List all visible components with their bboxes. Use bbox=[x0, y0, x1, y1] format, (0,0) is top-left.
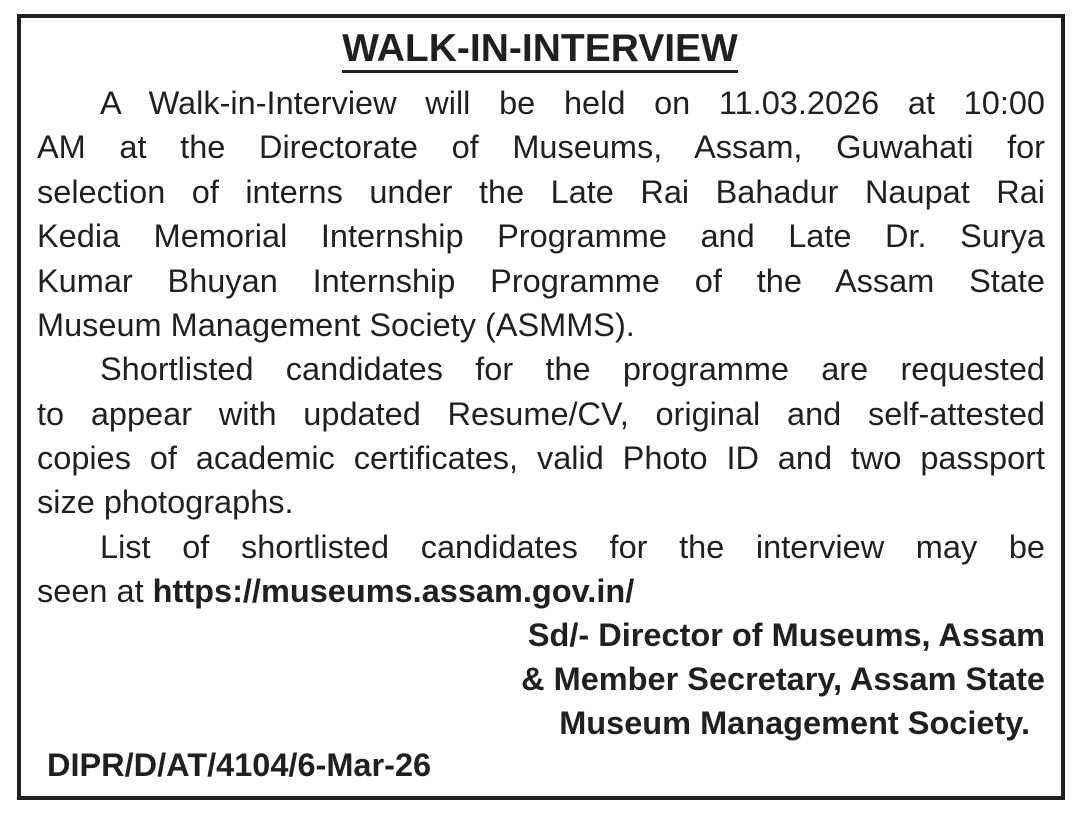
para2-line: to appear with updated Resume/CV, original and self-attested bbox=[37, 396, 1045, 432]
para2-line: copies of academic certificates, valid Photo ID and two passport bbox=[37, 440, 1045, 476]
para1-line: Kedia Memorial Internship Programme and Late Dr. Surya bbox=[37, 218, 1045, 254]
para2-line: size photographs. bbox=[37, 484, 294, 520]
para2-line: Shortlisted candidates for the programme are requested bbox=[100, 351, 1045, 387]
para1-line: AM at the Directorate of Museums, Assam, Guwahati for bbox=[37, 129, 1045, 165]
notice-title bbox=[0, 26, 1080, 72]
signature-line: Museum Management Society. bbox=[559, 705, 1030, 741]
para1-line: Kumar Bhuyan Internship Programme of the Assam State bbox=[37, 263, 1045, 299]
para1-line: A Walk-in-Interview will be held on 11.03.2026 at 10:00 bbox=[100, 85, 1045, 121]
para3-line bbox=[37, 571, 1045, 611]
para3-line: List of shortlisted candidates for the interview may be bbox=[100, 529, 1045, 565]
para1-line: selection of interns under the Late Rai Bahadur Naupat Rai bbox=[37, 174, 1045, 210]
para1-line: Museum Management Society (ASMMS). bbox=[37, 307, 635, 343]
seen-at-text: seen at bbox=[37, 573, 144, 609]
signature-line: Sd/- Director of Museums, Assam bbox=[527, 617, 1045, 653]
website-link[interactable]: https://museums.assam.gov.in/ bbox=[152, 573, 635, 609]
signature-line: & Member Secretary, Assam State bbox=[521, 661, 1045, 697]
reference-number: DIPR/D/AT/4104/6-Mar-26 bbox=[47, 747, 432, 783]
title-text: WALK-IN-INTERVIEW bbox=[342, 27, 738, 73]
